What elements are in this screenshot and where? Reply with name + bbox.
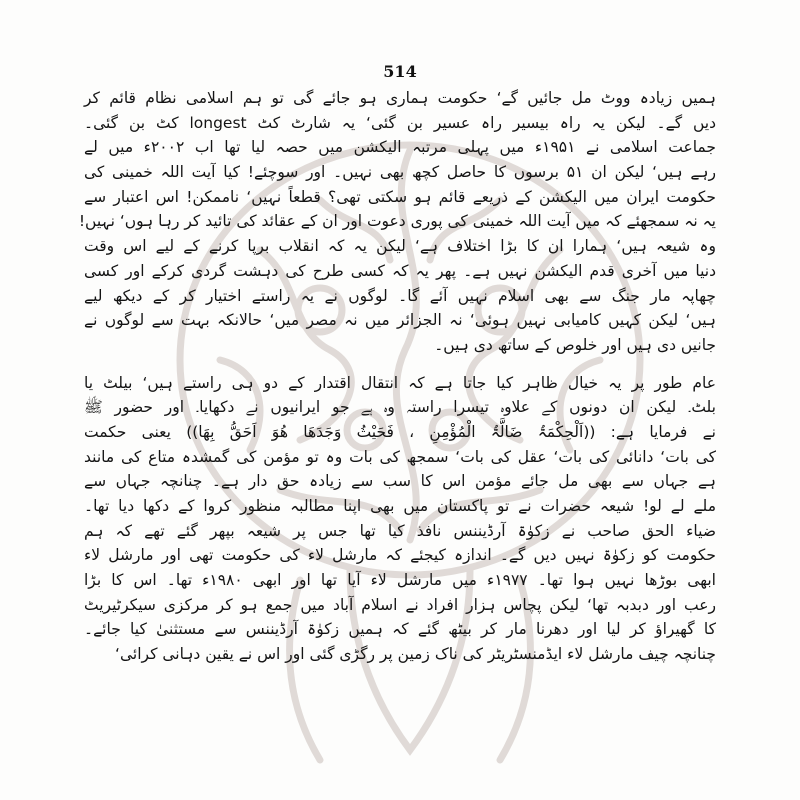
text-line: نے فرمایا ہے: ((اَلْحِکْمَۃُ ضَالَّۃُ الْمُؤْمِنِ ، فَحَیْثُ وَجَدَھَا ھُوَ اَحَقُّ بِھَا)) یعنی حکمت (84, 422, 716, 441)
text-line: دنیا میں آخری قدم الیکشن نہیں ہے۔ پھر یہ کہ کسی طرح کی دہشت گردی کرکے اور کسی (84, 261, 716, 280)
text-line: بلٹ۔ لیکن ان دونوں کے علاوہ تیسرا راستہ وہ ہے جو ایرانیوں نے دکھایا۔ اور حضور ﷺ (84, 398, 716, 417)
paragraph-2 (84, 371, 716, 667)
text-line: ابھی بوڑھا نہیں ہوا تھا۔ ۱۹۷۷ء میں مارشل لاء آیا تھا اور ابھی ۱۹۸۰ء تھا۔ اس کا بڑا (84, 571, 716, 590)
text-line: ہمیں زیادہ ووٹ مل جائیں گے‘ حکومت ہماری ہو جائے گی تو ہم اسلامی نظام قائم کر (84, 89, 716, 107)
text-line: رہے ہیں‘ لیکن ان ۵۱ برسوں کا حاصل کچھ بھی نہیں۔ اور سوچئے! کیا آیت اللہ خمینی کی (84, 163, 716, 182)
text-line: جانیں دی ہیں اور خلوص کے ساتھ دی ہیں۔ (434, 335, 716, 354)
text-line: حکومت ایران میں الیکشن کے ذریعے قائم ہو سکتی تھی؟ قطعاً نہیں‘ ناممکن! اس اعتبار سے (84, 187, 716, 206)
text-line: حکومت کو زکوٰۃ نہیں دیں گے۔ اندازہ کیجئے کہ مارشل لاء کی حکومت تھی اور مارشل لاء (84, 546, 716, 565)
text-line: ضیاء الحق صاحب نے زکوٰۃ آرڈیننس نافذ کیا تھا جس پر شیعہ بپھر گئے تھے کہ ہم (84, 521, 716, 540)
text-line: عام طور پر یہ خیال ظاہر کیا جاتا ہے کہ انتقال اقتدار کے دو ہی راستے ہیں‘ بیلٹ یا (84, 373, 716, 392)
text-line: چنانچہ چیف مارشل لاء ایڈمنسٹریٹر کی ناک زمین پر رگڑی گئی اور اس نے یقین دہانی کرائی‘ (115, 645, 716, 664)
text-line: یہ نہ سمجھئے کہ میں آیت اللہ خمینی کی پوری دعوت اور ان کے عقائد کی تائید کر رہا ہوں‘ نہیں! (78, 212, 716, 231)
text-line: کی بات‘ دانائی کی بات‘ عقل کی بات‘ سمجھ کی بات وہ تو مؤمن کی گمشدہ متاع کی مانند (84, 447, 716, 466)
text-line: ہیں‘ لیکن کہیں کامیابی نہیں ہوئی‘ نہ الجزائر میں نہ مصر میں‘ حالانکہ بہت سے لوگوں نے (84, 311, 716, 330)
page-number: 514 (383, 62, 417, 81)
body-text (78, 86, 716, 667)
text-line: چھاپہ مار جنگ سے بھی اسلام نہیں آئے گا۔ لوگوں نے یہ راستے اختیار کر کے دیکھ لیے (84, 286, 716, 305)
text-line: کا گھیراؤ کر لیا اور دھرنا مار کر بیٹھ گئے کہ ہمیں زکوٰۃ آرڈیننس سے مستثنیٰ کیا جائے۔ (84, 620, 716, 639)
text-line: دیں گے۔ لیکن یہ راہ بیسیر راہ عسیر بن گئی‘ یہ شارٹ کٹ longest کٹ بن گئی۔ (84, 113, 716, 132)
text-line: ملے لے لو! شیعہ حضرات نے تو پاکستان میں بھی اپنا مطالبہ منظور کروا کے دکھا دیا تھا۔ (84, 497, 716, 515)
text-line: وہ شیعہ ہیں‘ ہمارا ان کا بڑا اختلاف ہے‘ لیکن یہ کہ انقلاب برپا کرنے کے لیے اس وقت (84, 237, 716, 256)
paragraph-1 (78, 86, 716, 358)
text-line: رعب اور دبدبہ تھا‘ لیکن پچاس ہزار افراد نے اسلام آباد میں جمع ہو کر مرکزی سیکرٹیریٹ (84, 595, 716, 614)
text-line: جماعت اسلامی نے ۱۹۵۱ء میں پہلی مرتبہ الیکشن میں حصہ لیا تھا اب ۲۰۰۲ء میں لے (84, 138, 716, 157)
text-line: ہے جہاں سے بھی مل جائے مؤمن اس کا سب سے زیادہ حق دار ہے۔ چنانچہ جہاں سے (84, 472, 716, 491)
